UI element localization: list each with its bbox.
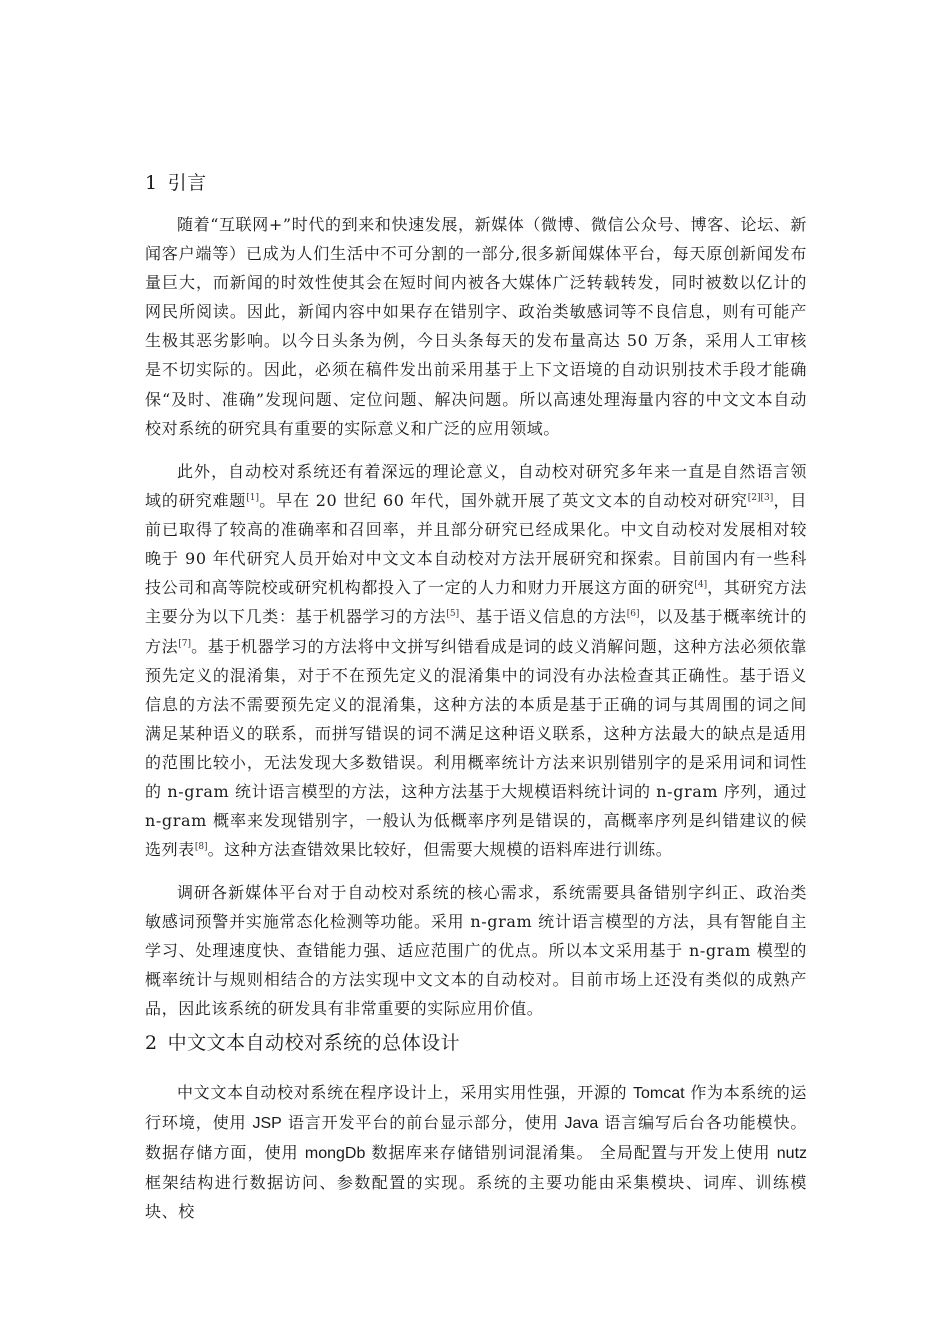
latin-term: nutz xyxy=(776,1145,808,1163)
citation-ref: [8] xyxy=(194,842,208,853)
paragraph-text: 调研各新媒体平台对于自动校对系统的核心需求，系统需要具备错别字纠正、政治类敏感词预警并实施常态化检测等功能。采用 n-gram 统计语言模型的方法，具有智能自主学习、处理速度快、查错能力强、适应范围广的优点。所以本文采用基于 n-gram 模型的概率统计与规则相结合的方法实现中文文本的自动校对。目前市场上还没有类似的成熟产品，因此该系统的研发具有非常重要的实际应用价值。 xyxy=(145,883,807,1019)
paragraph-text: 。早在 20 世纪 60 年代，国外就开展了英文文本的自动校对研究 xyxy=(258,491,748,511)
paragraph-text: 。基于机器学习的方法将中文拼写纠错看成是词的歧义消解问题，这种方法必须依靠预先定义的混淆集，对于不在预先定义的混淆集中的词没有办法检查其正确性。基于语义信息的方法不需要预先定义的混淆集，这种方法的本质是基于正确的词与其周围的词之间满足某种语义的联系，而拼写错误的词不满足这种语义联系，这种方法最大的缺点是适用的范围比较小，无法发现大多数错误。利用概率统计方法来识别错别字的是采用词和词性的 n-gram 统计语言模型的方法，这种方法基于大规模语料统计词的 n-gram 序列，通过 n-gram 概率来发现错别字，一般认为低概率序列是错误的，高概率序列是纠错建议的候选列表 xyxy=(145,636,807,860)
paragraph-text: 中文文本自动校对系统在程序设计上，采用实用性强，开源的 xyxy=(177,1083,633,1102)
citation-ref: [6] xyxy=(626,609,640,620)
citation-ref: [5] xyxy=(446,609,460,620)
citation-ref: [1] xyxy=(246,493,259,504)
paragraph-intro-3 xyxy=(145,878,807,1023)
section-title: 中文文本自动校对系统的总体设计 xyxy=(167,1032,461,1054)
section-heading-1 xyxy=(145,171,207,195)
paragraph-text: 作为本系统的运行环境，使用 xyxy=(145,1083,807,1133)
paragraph-text: 数据库来存储错别词混淆集。 全局配置与开发上使用 xyxy=(365,1143,777,1163)
section-heading-2 xyxy=(145,1031,460,1055)
latin-term: Tomcat xyxy=(633,1085,685,1102)
paragraph-text: 、基于语义信息的方法 xyxy=(459,607,627,627)
paragraph-text: 框架结构进行数据访问、参数配置的实现。系统的主要功能由采集模块、词库、训练模块、校 xyxy=(145,1173,807,1222)
latin-term: mongDb xyxy=(304,1145,366,1163)
paragraph-text: 此外，自动校对系统还有着深远的理论意义，自动校对研究多年来一直是自然语言领域的研究难题 xyxy=(145,462,807,511)
citation-ref: [4] xyxy=(694,580,708,591)
section-number: 1 xyxy=(145,172,158,194)
section-number: 2 xyxy=(145,1032,158,1054)
latin-term: JSP xyxy=(252,1115,282,1133)
paragraph-text: 语言编写后台各功能模快。数据存储方面，使用 xyxy=(145,1113,807,1163)
paragraph-design-1 xyxy=(145,1078,807,1226)
paragraph-text: 。这种方法查错效果比较好，但需要大规模的语料库进行训练。 xyxy=(207,840,673,860)
citation-ref: [2][3] xyxy=(747,493,774,504)
paragraph-intro-1 xyxy=(145,210,807,443)
paragraph-text: 语言开发平台的前台显示部分，使用 xyxy=(281,1113,565,1133)
paragraph-text: ，以及基于概率统计的方法 xyxy=(145,607,807,656)
paragraph-intro-2 xyxy=(145,457,807,864)
paragraph-text: ，其研究方法主要分为以下几类：基于机器学习的方法 xyxy=(145,578,807,627)
latin-term: Java xyxy=(564,1115,599,1133)
paragraph-text: 随着“互联网+”时代的到来和快速发展，新媒体（微博、微信公众号、博客、论坛、新闻客户端等）已成为人们生活中不可分割的一部分,很多新闻媒体平台，每天原创新闻发布量巨大，而新闻的时效性使其会在短时间内被各大媒体广泛转载转发，同时被数以亿计的网民所阅读。因此，新闻内容中如果存在错别字、政治类敏感词等不良信息，则有可能产生极其恶劣影响。以今日头条为例，今日头条每天的发布量高达 50 万条，采用人工审核是不切实际的。因此，必须在稿件发出前采用基于上下文语境的自动识别技术手段才能确保“及时、准确”发现问题、定位问题、解决问题。所以高速处理海量内容的中文文本自动校对系统的研究具有重要的实际意义和广泛的应用领域。 xyxy=(145,215,807,438)
citation-ref: [7] xyxy=(178,638,192,649)
paragraph-text: ，目前已取得了较高的准确率和召回率，并且部分研究已经成果化。中文自动校对发展相对较晚于 90 年代研究人员开始对中文文本自动校对方法开展研究和探索。目前国内有一些科技公司和高等院校或研究机构都投入了一定的人力和财力开展这方面的研究 xyxy=(145,491,807,598)
section-title: 引言 xyxy=(167,172,207,194)
